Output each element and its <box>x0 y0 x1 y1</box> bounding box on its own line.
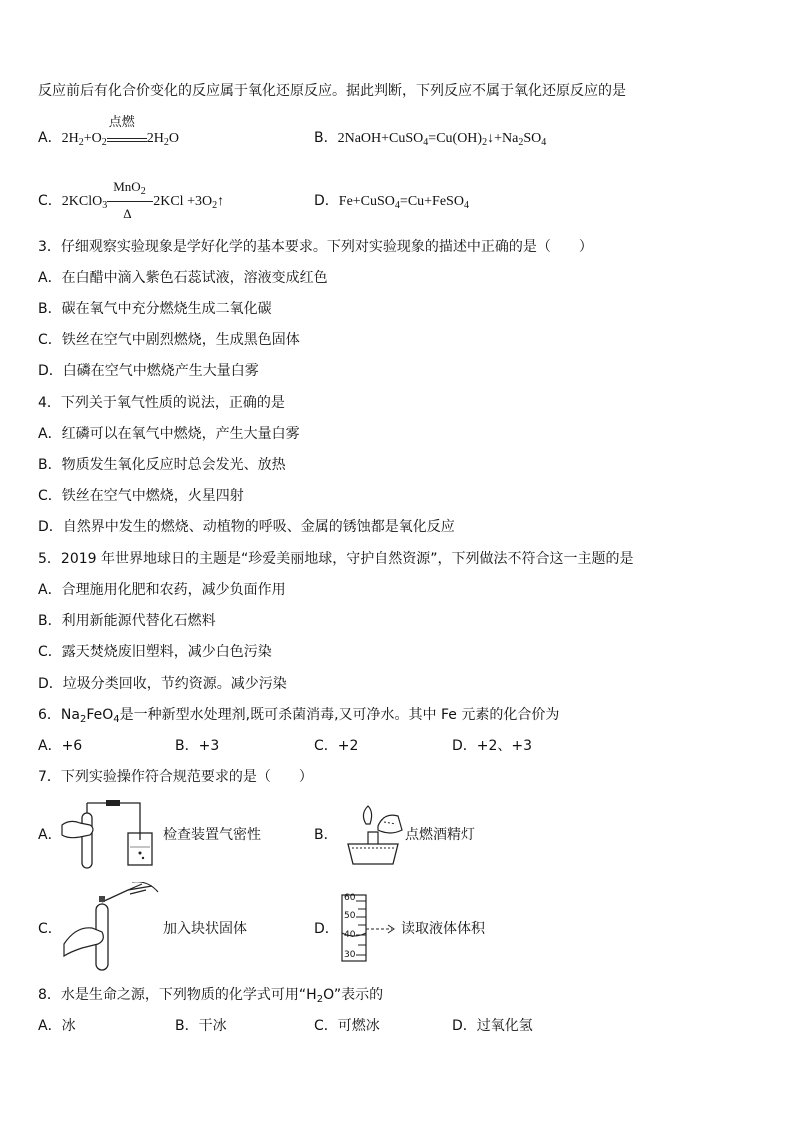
cylinder-mark-30: 30 <box>344 950 356 960</box>
question-intro: 反应前后有化合价变化的反应属于氧化还原反应。据此判断，下列反应不属于氧化还原反应的是 <box>38 83 626 99</box>
option-d-equation: D．Fe+CuSO$_4$=Cu+FeSO$_4$ <box>314 193 469 211</box>
question-6-option-a: A．+6 <box>38 738 83 754</box>
question-4-stem: 4．下列关于氧气性质的说法，正确的是 <box>38 395 285 411</box>
reaction-condition: 点燃 <box>107 129 147 149</box>
question-8-option-b: B．干冰 <box>175 1018 227 1034</box>
adding-solid-illustration <box>62 882 162 977</box>
question-3-option-b: B．碳在氧气中充分燃烧生成二氧化碳 <box>38 301 272 317</box>
question-6-option-d: D．+2、+3 <box>452 738 533 754</box>
question-7-option-c-text: 加入块状固体 <box>163 921 247 937</box>
question-7-option-c-label: C． <box>38 921 62 937</box>
question-7-option-a-label: A． <box>38 827 62 843</box>
cylinder-mark-40: 40 <box>344 930 356 940</box>
question-7-option-a-text: 检查装置气密性 <box>163 827 261 843</box>
option-b-equation: B．$2NaOH+CuSO_4=Cu(OH)_2↓+Na_2SO_4$ <box>314 130 547 148</box>
option-c-equation: C．2KClO$_3$ MnO$_2$ Δ $2KCl +3O_2↑$ <box>38 179 225 221</box>
option-label: C． <box>38 193 62 209</box>
question-8-stem: 8．水是生命之源，下列物质的化学式可用“$H_2O$”表示的 <box>38 987 384 1005</box>
lighting-alcohol-lamp-illustration <box>338 802 408 868</box>
question-7-option-b-label: B． <box>314 827 338 843</box>
question-5-option-a: A．合理施用化肥和农药，减少负面作用 <box>38 582 286 598</box>
question-4-option-a: A．红磷可以在氧气中燃烧，产生大量白雾 <box>38 426 300 442</box>
question-3-stem: 3．仔细观察实验现象是学好化学的基本要求。下列对实验现象的描述中正确的是（ ） <box>38 239 593 255</box>
option-label: B． <box>314 130 338 146</box>
question-3-option-a: A．在白醋中滴入紫色石蕊试液，溶液变成红色 <box>38 270 328 286</box>
question-6-option-b: B．+3 <box>175 738 220 754</box>
option-a-equation: A．$2H_2+O_2$ 点燃 $2H_2O$ <box>38 115 179 148</box>
option-label: A． <box>38 130 62 146</box>
reaction-condition: MnO$_2$ Δ <box>107 192 153 212</box>
question-4-option-b: B．物质发生氧化反应时总会发光、放热 <box>38 457 286 473</box>
cylinder-mark-60: 60 <box>344 893 356 903</box>
question-3-option-c: C．铁丝在空气中剧烈燃烧，生成黑色固体 <box>38 332 300 348</box>
question-5-option-d: D．垃圾分类回收，节约资源。减少污染 <box>38 676 287 692</box>
question-7-option-d-label: D． <box>314 921 339 937</box>
option-label: D． <box>314 193 339 209</box>
question-7-stem: 7．下列实验操作符合规范要求的是（ ） <box>38 769 313 785</box>
question-5-option-b: B．利用新能源代替化石燃料 <box>38 613 216 629</box>
question-7-option-b-text: 点燃酒精灯 <box>405 827 475 843</box>
question-4-option-d: D．自然界中发生的燃烧、动植物的呼吸、金属的锈蚀都是氧化反应 <box>38 519 455 535</box>
question-5-option-c: C．露天焚烧废旧塑料，减少白色污染 <box>38 644 272 660</box>
question-8-option-c: C．可燃冰 <box>314 1018 380 1034</box>
question-4-option-c: C．铁丝在空气中燃烧，火星四射 <box>38 488 244 504</box>
question-6-stem: 6．$Na_2FeO_4$是一种新型水处理剂,既可杀菌消毒,又可净水。其中 Fe 元素的化合价为 <box>38 707 560 725</box>
airtightness-check-illustration <box>60 795 170 875</box>
cylinder-mark-50: 50 <box>344 911 356 921</box>
question-6-option-c: C．+2 <box>314 738 359 754</box>
question-5-stem: 5．2019 年世界地球日的主题是“珍爱美丽地球，守护自然资源”，下列做法不符合这一主题的是 <box>38 551 634 567</box>
question-7-option-d-text: 读取液体体积 <box>401 921 485 937</box>
question-8-option-a: A．冰 <box>38 1018 76 1034</box>
question-8-option-d: D．过氧化氢 <box>452 1018 533 1034</box>
question-3-option-d: D．白磷在空气中燃烧产生大量白雾 <box>38 363 259 379</box>
